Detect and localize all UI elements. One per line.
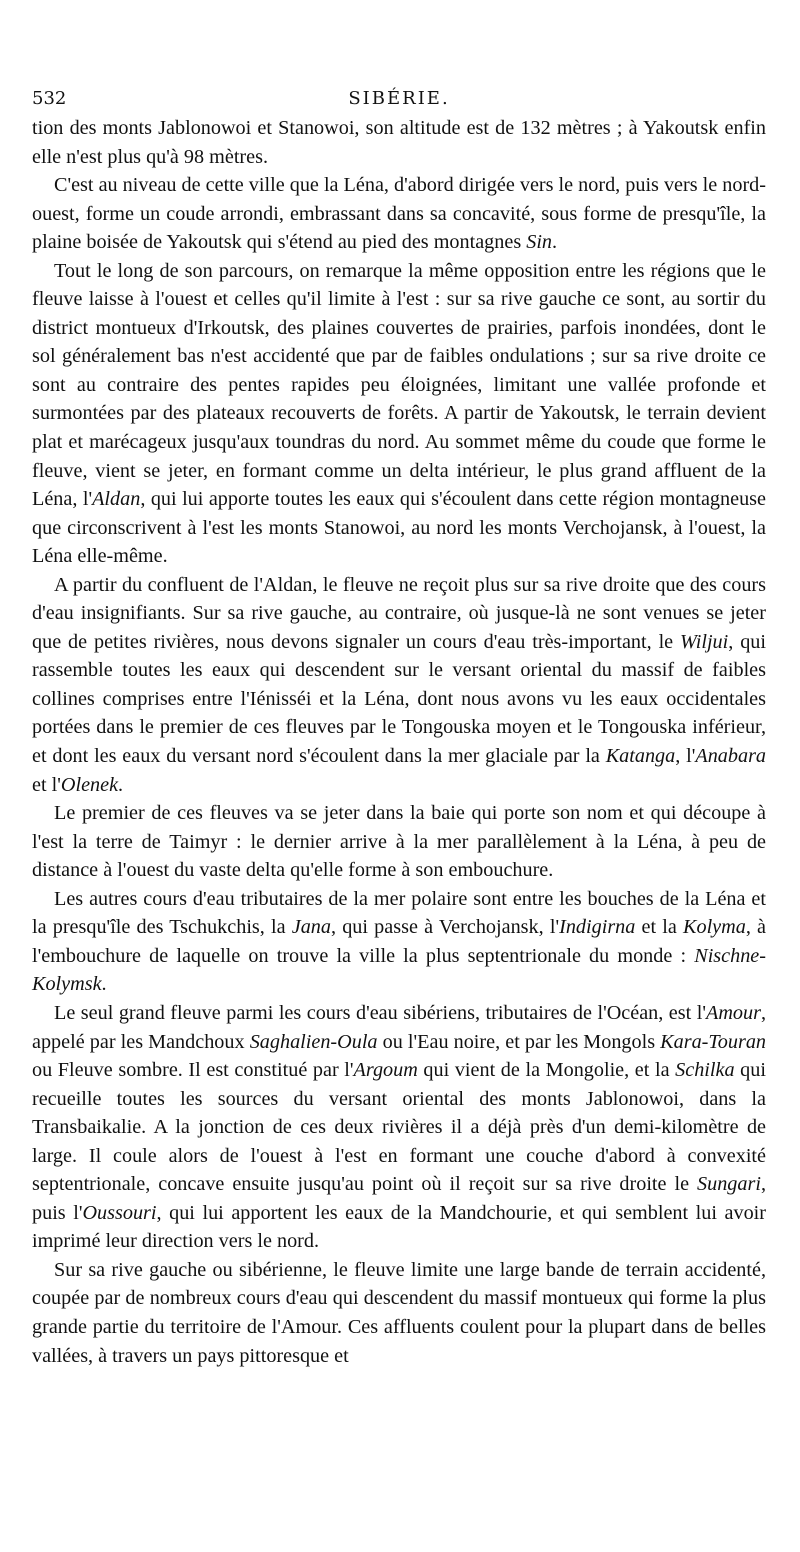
page-number: 532 xyxy=(32,88,67,109)
italic-term: Oussouri xyxy=(82,1201,157,1224)
text-run: , puis l' xyxy=(32,1173,766,1224)
italic-term: Kara-Touran xyxy=(660,1030,767,1053)
running-title: SIBÉRIE. xyxy=(348,88,450,109)
italic-term: Sin xyxy=(526,231,553,254)
text-run: , qui lui apporte toutes les eaux qui s'écoulent dans cette région montagneuse que circonscrivent à l'est les monts Stanowoi, au nord les monts Verchojansk, à l'ouest, la Léna elle-même. xyxy=(32,488,766,568)
text-run: Sur sa rive gauche ou sibérienne, le fleuve limite une large bande de terrain accidenté, coupée par de nombreux cours d'eau qui descendent du massif montueux qui forme la plus grande partie du territoire de l'Amour. Ces affluents coulent pour la plupart dans de belles vallées, à travers un pays pittoresque et xyxy=(32,1258,766,1367)
text-run: Tout le long de son parcours, on remarque la même opposition entre les régions que le fleuve laisse à l'ouest et celles qu'il limite à l'est : sur sa rive gauche ce sont, au sortir du district montueux d'Irkoutsk, des plaines couvertes de prairies, parfois inondées, dont le sol généralement bas n'est accidenté que par de faibles ondulations ; sur sa rive droite ce sont au contraire des pentes rapides peu éloignées, limitant une vallée profonde et surmontées par des plateaux recouverts de forêts. A partir de Yakoutsk, le terrain devient plat et marécageux jusqu'aux toundras du nord. Au sommet même du coude que forme le fleuve, vient se jeter, en formant comme un delta intérieur, le plus grand affluent de la Léna, l' xyxy=(32,259,766,511)
italic-term: Indigirna xyxy=(559,916,636,939)
text-run: A partir du confluent de l'Aldan, le fleuve ne reçoit plus sur sa rive droite que des cours d'eau insignifiants. Sur sa rive gauche, au contraire, où jusque-là ne sont venues se jeter que de petites rivières, nous devons signaler un cours d'eau très-important, le xyxy=(32,573,766,653)
text-run: qui recueille toutes les sources du versant oriental des monts Jablonowoi, dans la Transbaikalie. A la jonction de ces deux rivières il a déjà près d'un demi-kilomètre de large. Il coule alors de l'ouest à l'est en formant une couche d'abord à convexité septentrionale, concave ensuite jusqu'au point où il reçoit sur sa rive droite le xyxy=(32,1059,766,1196)
paragraph xyxy=(32,571,766,799)
paragraph xyxy=(32,885,766,999)
italic-term: Kolyma xyxy=(683,916,746,939)
paragraph xyxy=(32,114,766,171)
italic-term: Wiljui xyxy=(680,630,729,653)
italic-term: Olenek xyxy=(60,773,119,796)
text-run: Les autres cours d'eau tributaires de la mer polaire sont entre les bouches de la Léna et la presqu'île des Tschukchis, la xyxy=(32,887,766,939)
text-run: et l' xyxy=(32,773,61,796)
text-run: , l' xyxy=(675,745,696,768)
text-run: Le premier de ces fleuves va se jeter dans la baie qui porte son nom et qui découpe à l'est la terre de Taimyr : le dernier arrive à la mer parallèlement à la Léna, à peu de distance à l'ouest du vaste delta qu'elle forme à son embouchure. xyxy=(32,802,766,882)
text-run: qui vient de la Mongolie, et la xyxy=(417,1059,676,1082)
italic-term: Sungari xyxy=(697,1173,761,1196)
text-run: . xyxy=(552,231,558,254)
text-run: tion des monts Jablonowoi et Stanowoi, son altitude est de 132 mètres ; à Yakoutsk enfin elle n'est plus qu'à 98 mètres. xyxy=(32,117,766,168)
paragraph xyxy=(32,999,766,1256)
body-text xyxy=(32,114,766,1370)
text-run: . xyxy=(101,973,107,996)
text-run: et la xyxy=(635,916,684,939)
text-run: ou Fleuve sombre. Il est constitué par l' xyxy=(32,1059,354,1082)
book-page xyxy=(32,88,766,1370)
italic-term: Saghalien-Oula xyxy=(249,1030,378,1053)
paragraph xyxy=(32,257,766,571)
paragraph xyxy=(32,1256,766,1370)
italic-term: Argoum xyxy=(353,1059,418,1082)
running-head xyxy=(32,88,766,114)
italic-term: Aldan xyxy=(92,488,141,511)
paragraph xyxy=(32,799,766,885)
italic-term: Amour xyxy=(705,1001,761,1024)
text-run: , qui passe à Verchojansk, l' xyxy=(331,916,560,939)
italic-term: Nischne-Kolymsk xyxy=(32,944,766,996)
paragraph xyxy=(32,171,766,257)
text-run: Le seul grand fleuve parmi les cours d'eau sibériens, tributaires de l'Océan, est l' xyxy=(54,1001,706,1024)
text-run: , appelé par les Mandchoux xyxy=(32,1001,766,1053)
text-run: . xyxy=(118,773,124,796)
text-run: , à l'embouchure de laquelle on trouve la ville la plus septentrionale du monde : xyxy=(32,916,767,967)
italic-term: Katanga xyxy=(605,745,676,768)
text-run: ou l'Eau noire, et par les Mongols xyxy=(377,1030,661,1053)
italic-term: Anabara xyxy=(695,745,767,768)
text-run: , qui lui apportent les eaux de la Mandchourie, et qui semblent lui avoir imprimé leur direction vers le nord. xyxy=(32,1201,767,1253)
text-run: C'est au niveau de cette ville que la Léna, d'abord dirigée vers le nord, puis vers le nord-ouest, forme un coude arrondi, embrassant dans sa concavité, sous forme de presqu'île, la plaine boisée de Yakoutsk qui s'étend au pied des montagnes xyxy=(32,174,766,254)
text-run: , qui rassemble toutes les eaux qui descendent sur le versant oriental du massif de faibles collines comprises entre l'Iénisséi et la Léna, dont nous avons vu les eaux occidentales portées dans le premier de ces fleuves par le Tongouska moyen et le Tongouska inférieur, et dont les eaux du versant nord s'écoulent dans la mer glaciale par la xyxy=(32,630,766,768)
italic-term: Jana xyxy=(291,916,331,939)
italic-term: Schilka xyxy=(675,1059,735,1082)
